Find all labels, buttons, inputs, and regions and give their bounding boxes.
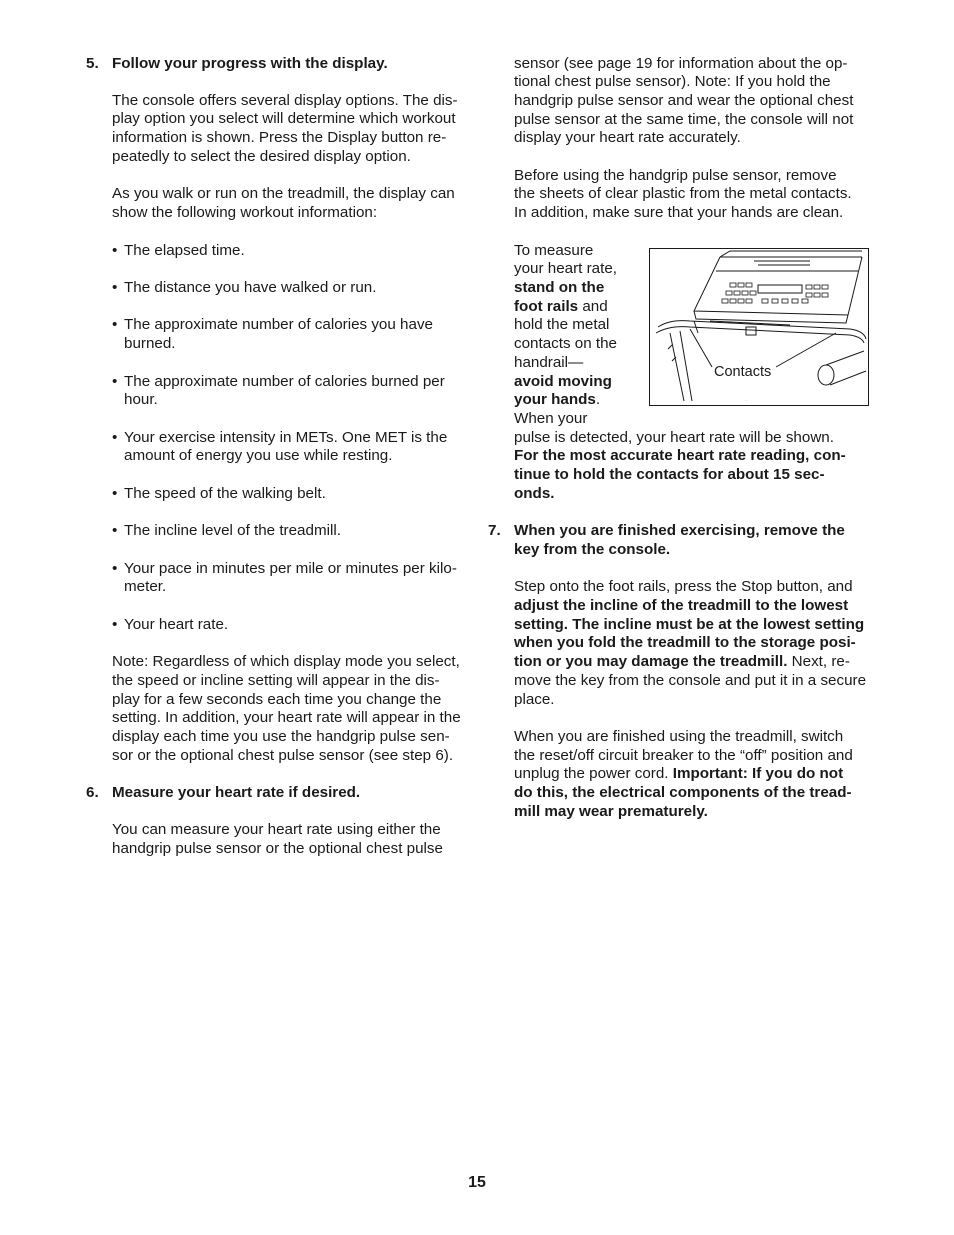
bullet-text: Your pace in minutes per mile or minutes per kilo- <box>124 560 457 577</box>
text-line <box>514 298 608 316</box>
text-line: move the key from the console and put it in a secure <box>514 672 867 689</box>
text-line: Before using the handgrip pulse sensor, remove <box>514 167 837 184</box>
text-line: You can measure your heart rate using either the <box>112 821 441 838</box>
note-line: Note: Regardless of which display mode you select, <box>112 653 460 670</box>
text-span: Next, re- <box>787 653 850 670</box>
text-line: stand on the <box>514 279 605 296</box>
text-line: contacts on the <box>514 335 618 352</box>
bullet-text: The distance you have walked or run. <box>124 279 377 296</box>
note-line: the speed or incline setting will appear in the dis- <box>112 672 440 689</box>
bullet-text: The speed of the walking belt. <box>124 485 326 502</box>
text-line <box>514 391 600 409</box>
text-line: When your <box>514 410 588 427</box>
bold-text: Important: If you do not <box>672 765 844 782</box>
note-line: display each time you use the handgrip pulse sen- <box>112 728 450 745</box>
text-line: For the most accurate heart rate reading, con- <box>514 447 846 464</box>
text-line: when you fold the treadmill to the storage posi- <box>514 634 856 651</box>
bullet-text: burned. <box>124 335 176 352</box>
text-line: handgrip pulse sensor or the optional chest pulse <box>112 840 443 857</box>
text-line: The console offers several display options. The dis- <box>112 92 458 109</box>
note-line: sor or the optional chest pulse sensor (see step 6). <box>112 747 454 764</box>
bold-text: your hands <box>514 391 596 408</box>
step-6-number: 6. <box>86 784 99 801</box>
note-line: play for a few seconds each time you change the <box>112 691 442 708</box>
text-line: To measure <box>514 242 594 259</box>
bullet-text: The elapsed time. <box>124 242 245 259</box>
text-line: handrail— <box>514 354 584 371</box>
text-line: In addition, make sure that your hands are clean. <box>514 204 844 221</box>
text-line: avoid moving <box>514 373 612 390</box>
bullet-text: Your heart rate. <box>124 616 229 633</box>
text-line: place. <box>514 691 555 708</box>
step-7-heading: key from the console. <box>514 541 671 558</box>
handrail-contacts-figure <box>649 248 869 406</box>
text-span: and <box>578 298 608 315</box>
step-5-heading: Follow your progress with the display. <box>112 55 388 72</box>
text-span: unplug the power cord. <box>514 765 673 782</box>
text-line: display your heart rate accurately. <box>514 129 741 146</box>
bullet-glyph: • <box>112 560 118 577</box>
bullet-glyph: • <box>112 373 118 390</box>
bold-text: foot rails <box>514 298 579 315</box>
text-line: hold the metal <box>514 316 610 333</box>
bullet-text: meter. <box>124 578 167 595</box>
bullet-glyph: • <box>112 616 118 633</box>
text-line: show the following workout information: <box>112 204 378 221</box>
text-span: . <box>595 391 601 408</box>
bullet-text: Your exercise intensity in METs. One MET is the <box>124 429 448 446</box>
svg-text:..: .. <box>745 398 747 402</box>
text-line: peatedly to select the desired display option. <box>112 148 411 165</box>
text-line: adjust the incline of the treadmill to the lowest <box>514 597 849 614</box>
step-7-heading: When you are finished exercising, remove the <box>514 522 845 539</box>
bullet-text: amount of energy you use while resting. <box>124 447 393 464</box>
text-line: When you are finished using the treadmill, switch <box>514 728 844 745</box>
step-5-number: 5. <box>86 55 99 72</box>
bullet-glyph: • <box>112 242 118 259</box>
page-number: 15 <box>468 1174 486 1191</box>
bullet-text: The approximate number of calories burned per <box>124 373 445 390</box>
text-line: the reset/off circuit breaker to the “off” position and <box>514 747 853 764</box>
text-line: tinue to hold the contacts for about 15 sec- <box>514 466 825 483</box>
text-line: handgrip pulse sensor and wear the optional chest <box>514 92 854 109</box>
bullet-glyph: • <box>112 316 118 333</box>
text-line: setting. The incline must be at the lowest setting <box>514 616 865 633</box>
bullet-text: hour. <box>124 391 158 408</box>
contacts-label: Contacts <box>714 364 772 380</box>
bullet-glyph: • <box>112 279 118 296</box>
treadmill-console-illustration <box>650 249 868 405</box>
text-line: play option you select will determine which workout <box>112 110 456 127</box>
text-line: do this, the electrical components of the tread- <box>514 784 852 801</box>
text-line: sensor (see page 19 for information about the op- <box>514 55 848 72</box>
bullet-glyph: • <box>112 429 118 446</box>
step-7-number: 7. <box>488 522 501 539</box>
text-line <box>514 653 850 671</box>
text-line <box>514 765 843 783</box>
text-line: onds. <box>514 485 555 502</box>
bullet-text: The incline level of the treadmill. <box>124 522 341 539</box>
text-line: the sheets of clear plastic from the metal contacts. <box>514 185 852 202</box>
text-line: pulse sensor at the same time, the console will not <box>514 111 854 128</box>
bold-text: tion or you may damage the treadmill. <box>514 653 788 670</box>
text-line: your heart rate, <box>514 260 617 277</box>
text-line: pulse is detected, your heart rate will be shown. <box>514 429 834 446</box>
bullet-glyph: • <box>112 522 118 539</box>
note-line: setting. In addition, your heart rate will appear in the <box>112 709 461 726</box>
bullet-glyph: • <box>112 485 118 502</box>
text-line: mill may wear prematurely. <box>514 803 708 820</box>
step-6-heading: Measure your heart rate if desired. <box>112 784 361 801</box>
bullet-text: The approximate number of calories you have <box>124 316 433 333</box>
text-line: As you walk or run on the treadmill, the display can <box>112 185 455 202</box>
text-line: Step onto the foot rails, press the Stop button, and <box>514 578 853 595</box>
text-line: tional chest pulse sensor). Note: If you hold the <box>514 73 831 90</box>
text-line: information is shown. Press the Display button re- <box>112 129 447 146</box>
